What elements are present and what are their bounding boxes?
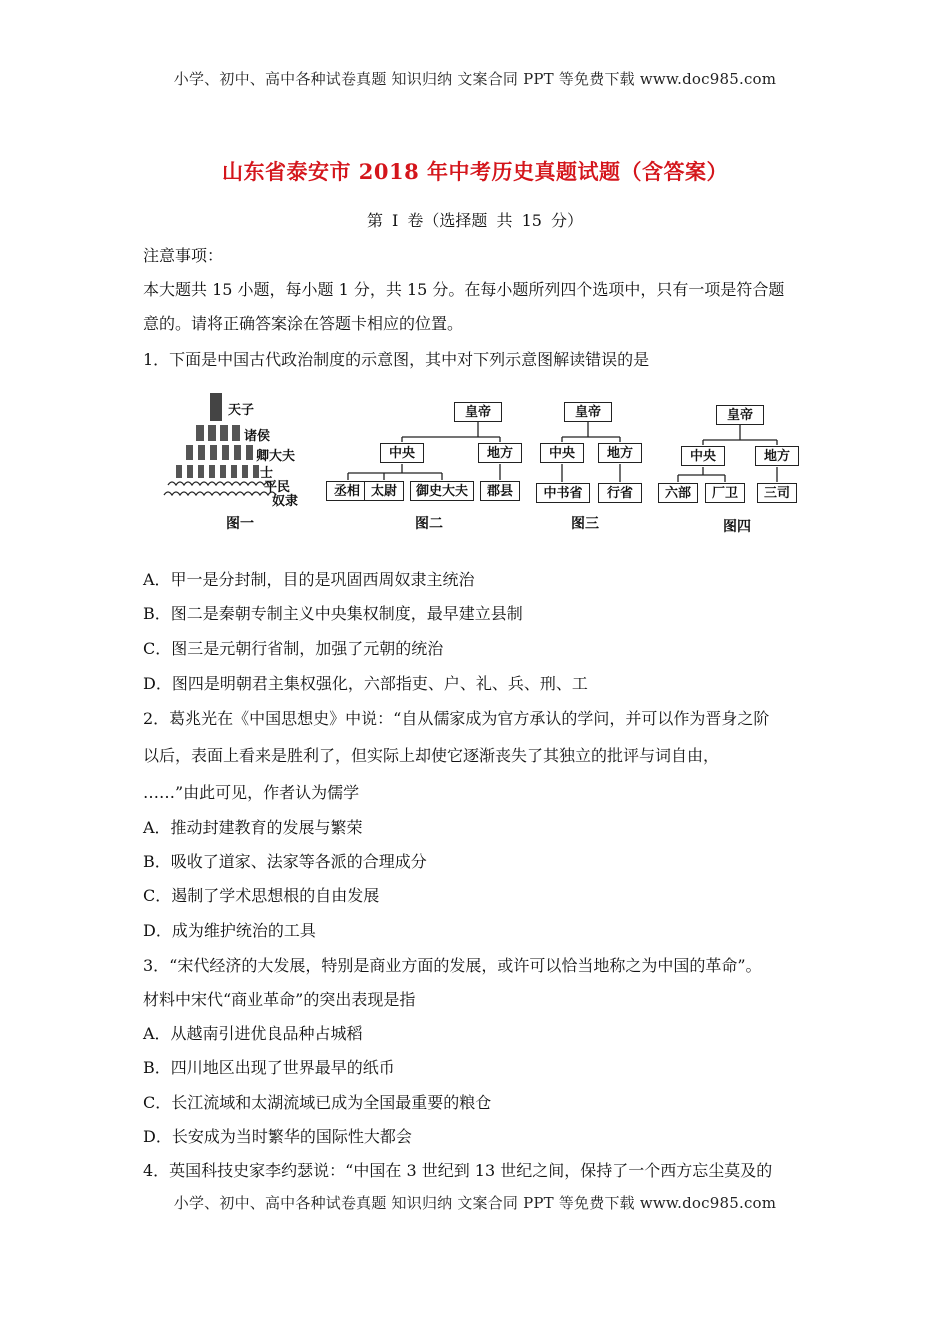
question-3-stem: 3．“宋代经济的大发展，特别是商业方面的发展，或许可以恰当地称之为中国的革命”。 [143,956,762,975]
question-2-option-b: B．吸收了道家、法家等各派的合理成分 [143,852,427,871]
question-4-stem: 4．英国科技史家李约瑟说：“中国在 3 世纪到 13 世纪之间，保持了一个西方忘尘莫及的 [143,1161,773,1180]
fig2-caption: 图二 [415,516,443,532]
fig1-level-tianzi: 天子 [228,403,255,418]
notice-line: 意的。请将正确答案涂在答题卡相应的位置。 [143,314,464,333]
fig4-central: 中央 [681,446,725,466]
question-2-option-d: D．成为维护统治的工具 [143,921,316,940]
fig4-sansi: 三司 [757,483,797,503]
fig4-emperor: 皇帝 [716,405,764,425]
question-1-option-d: D．图四是明朝君主集权强化，六部指吏、户、礼、兵、刑、工 [143,674,588,693]
fig3-zhongshusheng: 中书省 [536,483,590,503]
fig3-central: 中央 [540,443,584,463]
notice-heading: 注意事项： [143,246,224,265]
fig2-junxian: 郡县 [480,481,520,501]
fig1-caption: 图一 [226,516,254,532]
question-3-option-a: A．从越南引进优良品种占城稻 [143,1024,363,1043]
section-subtitle: 第 I 卷（选择题 共 15 分） [366,211,584,230]
question-3-option-c: C．长江流域和太湖流域已成为全国最重要的粮仓 [143,1093,492,1112]
fig2-chancellor: 丞相 [326,481,368,501]
page-header: 小学、初中、高中各种试卷真题 知识归纳 文案合同 PPT 等免费下载 www.doc985.com [173,70,777,88]
question-2-stem: 以后，表面上看来是胜利了，但实际上却使它逐渐丧失了其独立的批评与词自由， [143,746,720,765]
fig4-changwei: 厂卫 [705,483,745,503]
fig2-local: 地方 [478,443,522,463]
fig1-level-qingdafu: 卿大夫 [256,449,296,464]
fig3-local: 地方 [598,443,642,463]
political-system-diagrams [160,385,810,545]
document-title: 山东省泰安市 2018 年中考历史真题试题（含答案） [221,159,729,184]
fig2-emperor: 皇帝 [454,402,502,422]
question-1-option-c: C．图三是元朝行省制，加强了元朝的统治 [143,639,444,658]
fig4-caption: 图四 [723,519,751,535]
fig3-caption: 图三 [571,516,599,532]
fig1-level-pingmin: 平民 [264,480,291,495]
question-3-stem: 材料中宋代“商业革命”的突出表现是指 [143,990,416,1009]
fig3-xingsheng: 行省 [598,483,642,503]
question-3-option-d: D．长安成为当时繁华的国际性大都会 [143,1127,412,1146]
fig1-level-nuli: 奴隶 [272,494,299,509]
page-footer: 小学、初中、高中各种试卷真题 知识归纳 文案合同 PPT 等免费下载 www.doc985.com [173,1194,777,1212]
question-3-option-b: B．四川地区出现了世界最早的纸币 [143,1058,395,1077]
question-2-option-c: C．遏制了学术思想根的自由发展 [143,886,380,905]
fig2-yushidafu: 御史大夫 [410,481,474,501]
question-1-stem: 1．下面是中国古代政治制度的示意图，其中对下列示意图解读错误的是 [143,350,650,369]
fig1-level-shi: 士 [260,466,274,481]
fig3-emperor: 皇帝 [564,402,612,422]
fig1-level-zhuhou: 诸侯 [244,429,271,444]
question-1-option-b: B．图二是秦朝专制主义中央集权制度，最早建立县制 [143,604,523,623]
fig2-taiwei: 太尉 [364,481,404,501]
notice-line: 本大题共 15 小题，每小题 1 分，共 15 分。在每小题所列四个选项中，只有一项是符合题 [143,280,785,299]
fig2-central: 中央 [380,443,424,463]
fig4-liubu: 六部 [658,483,698,503]
fig4-local: 地方 [755,446,799,466]
question-2-stem: 2．葛兆光在《中国思想史》中说：“自从儒家成为官方承认的学问，并可以作为晋身之阶 [143,709,770,728]
question-2-option-a: A．推动封建教育的发展与繁荣 [143,818,363,837]
question-1-option-a: A．甲一是分封制，目的是巩固西周奴隶主统治 [143,570,475,589]
question-2-stem: ……”由此可见，作者认为儒学 [143,783,360,802]
